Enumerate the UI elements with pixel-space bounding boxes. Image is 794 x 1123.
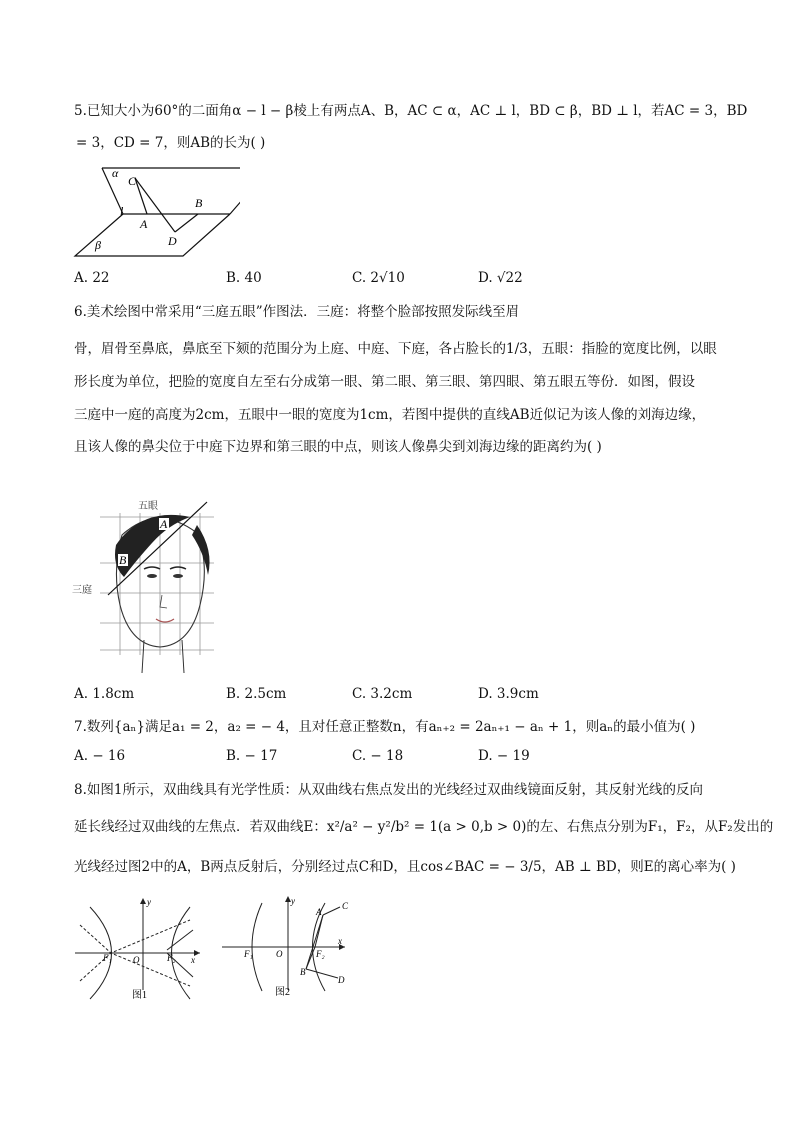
svg-text:D: D [338,975,345,985]
q7-option-a[interactable]: A. − 16 [74,748,126,764]
q7-option-d[interactable]: D. − 19 [478,748,530,764]
ray-AC [323,907,340,915]
svg-text:α: α [112,166,119,180]
svg-text:x: x [338,936,342,946]
svg-text:F₁: F₁ [244,949,253,959]
svg-text:D: D [168,234,177,248]
svg-text:C: C [128,174,137,188]
segment-BD [175,214,198,232]
svg-text:A: A [316,907,322,917]
svg-text:y: y [147,897,151,907]
svg-text:F₂: F₂ [167,953,176,963]
svg-text:O: O [133,955,140,965]
q5-option-d[interactable]: D. √22 [478,270,523,286]
q7-option-c[interactable]: C. − 18 [352,748,404,764]
q8-stem-line3: 光线经过图2中的A，B两点反射后，分别经过点C和D，且cos∠BAC = − 3/5，AB ⊥ BD，则E的离心率为( ) [74,859,736,875]
q8-stem-line1: 8.如图1所示，双曲线具有光学性质：从双曲线右焦点发出的光线经过双曲线镜面反射，其反射光线的反向 [74,782,703,798]
q6-option-d[interactable]: D. 3.9cm [478,686,539,702]
ray-BD [306,969,338,978]
svg-text:F₁: F₁ [103,953,112,963]
svg-text:五眼: 五眼 [138,501,158,512]
q6-stem-line2: 骨，眉骨至鼻底，鼻底至下颏的范围分为上庭、中庭、下庭，各占脸长的1/3，五眼：指脸的宽度比例，以眼 [74,341,717,357]
q5-option-a[interactable]: A. 22 [74,270,110,286]
q7-stem: 7.数列{aₙ}满足a₁ = 2，a₂ = − 4，且对任意正整数n，有aₙ₊₂ = 2aₙ₊₁ − aₙ + 1，则aₙ的最小值为( ) [74,719,696,735]
svg-text:图1: 图1 [132,990,147,1000]
q5-stem-line1: 5.已知大小为60°的二面角α − l − β棱上有两点A、B，AC ⊂ α，AC ⊥ l，BD ⊂ β，BD ⊥ l，若AC = 3，BD [74,103,748,119]
svg-text:O: O [276,949,283,959]
svg-text:A: A [160,517,168,531]
svg-text:A: A [140,217,148,231]
q8-figure1 [75,895,205,1000]
svg-text:β: β [95,238,101,252]
segment-AC [135,178,147,214]
svg-text:l: l [120,204,124,218]
svg-text:C: C [342,901,349,911]
q6-option-b[interactable]: B. 2.5cm [226,686,287,702]
svg-text:图2: 图2 [275,987,290,998]
q6-stem-line3: 形长度为单位，把脸的宽度自左至右分成第一眼、第二眼、第三眼、第四眼、第五眼五等份．如图，假设 [74,374,695,390]
q7-option-b[interactable]: B. − 17 [226,748,278,764]
q6-face-figure [72,495,222,675]
svg-text:y: y [291,896,295,906]
q6-stem-line5: 且该人像的鼻尖位于中庭下边界和第三眼的中点，则该人像鼻尖到刘海边缘的距离约为( ) [74,439,602,455]
q5-stem-line2: = 3，CD = 7，则AB的长为( ) [76,135,266,151]
q6-stem-line4: 三庭中一庭的高度为2cm，五眼中一眼的宽度为1cm，若图中提供的直线AB近似记为该人像的刘海边缘， [74,407,706,423]
svg-text:B: B [119,553,127,567]
q5-option-b[interactable]: B. 40 [226,270,262,286]
svg-text:B: B [300,967,306,977]
svg-text:x: x [191,955,195,965]
q6-option-a[interactable]: A. 1.8cm [74,686,135,702]
q5-option-c[interactable]: C. 2√10 [352,270,405,286]
svg-text:B: B [195,196,203,210]
q5-dihedral-figure [70,163,240,258]
q8-figure2 [220,895,355,1000]
q8-stem-line2: 延长线经过双曲线的左焦点．若双曲线E：x²/a² − y²/b² = 1(a > 0,b > 0)的左、右焦点分别为F₁，F₂，从F₂发出的 [74,819,774,835]
svg-text:F₂: F₂ [316,949,325,959]
q6-stem-line1: 6.美术绘图中常采用“三庭五眼”作图法．三庭：将整个脸部按照发际线至眉 [74,304,520,320]
segment-AB [306,915,323,969]
svg-text:三庭: 三庭 [72,585,92,596]
q6-option-c[interactable]: C. 3.2cm [352,686,413,702]
